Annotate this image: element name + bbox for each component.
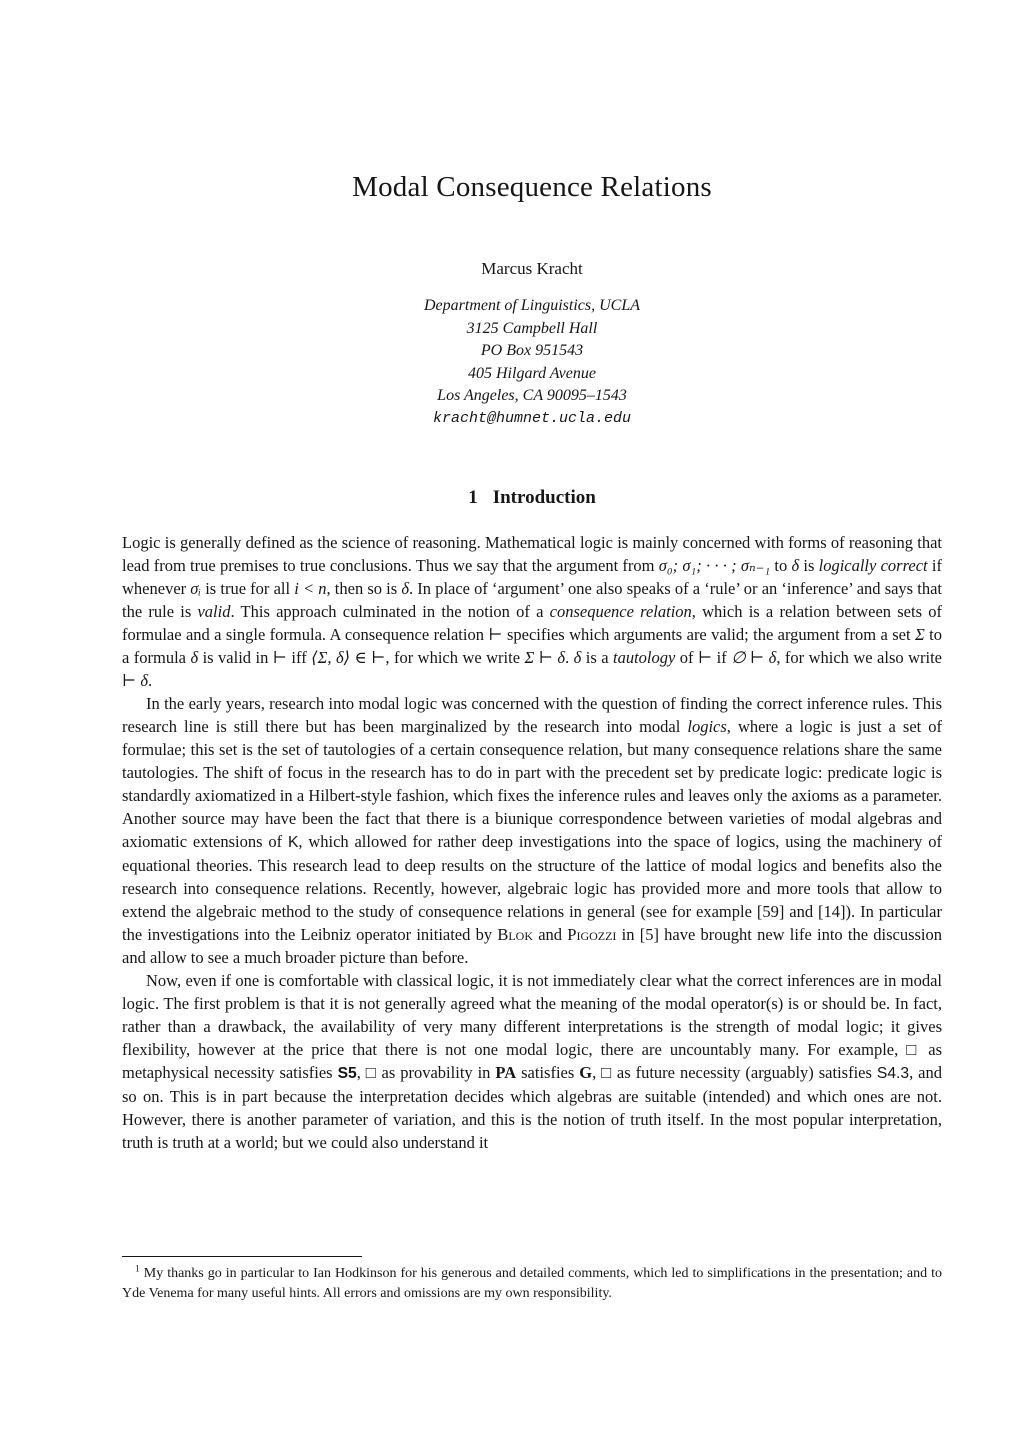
text-segment: specifies which arguments are valid; the argument from a set [502,625,915,644]
text-segment: 1 [135,1264,140,1275]
text-segment: Now, even if one is comfortable with classical logic, it is not immediately clear what the correct inferences are in modal logic. The first problem is that it is not generally agreed what the meaning of the modal operator(s) is or should be. In fact, rather than a drawback, the availability of very many different interpretations is the strength of modal logic; it gives flexibility, however at the price that there is not one modal logic, there are uncountably many. For example, [122,971,942,1059]
text-segment: , and so on. This is in part because the interpretation decides which algebras are suitable (intended) and which ones are not. However, there is another parameter of variation, and this is the notion of truth itself. In the most popular interpretation, truth is truth at a world; but we could also understand it [122,1063,942,1152]
text-segment: as provability in [376,1063,496,1082]
text-segment: K [287,834,299,851]
body-paragraph [122,531,942,692]
text-segment: □ [601,1063,612,1082]
section-title: Introduction [492,487,596,508]
text-segment: δ [573,648,582,667]
text-segment: , [356,1063,366,1082]
text-segment: if whenever [122,556,942,598]
footnote-block [122,1256,942,1303]
body-text [122,531,942,1154]
affiliation-line: 3125 Campbell Hall [466,319,598,337]
text-segment: ⊢ [698,648,713,667]
text-segment: Blok [497,925,533,944]
text-segment: . [147,671,153,690]
text-segment: satisfies [516,1063,580,1082]
author-name: Marcus Kracht [481,259,583,278]
text-segment: , which is a relation between sets of formulae and a single formula. A consequence relation [122,602,942,644]
text-segment: to a formula [122,625,943,667]
text-segment: Σ ⊢ δ [524,648,566,667]
text-segment: logics [687,717,727,736]
text-segment: , for which we also write [776,648,942,667]
text-segment: ∅ ⊢ δ [731,648,777,667]
text-segment: S5 [337,1065,357,1082]
text-segment: δ [190,648,199,667]
text-segment: as future necessity (arguably) satisfies [611,1063,877,1082]
text-segment: is a [581,648,614,667]
text-segment: and [533,925,568,944]
text-segment: . This approach culminated in the notion of a [230,602,550,621]
text-segment: , which allowed for rather deep investigations into the space of logics, using the machinery of equational theories. This research lead to deep results on the structure of the lattice of modal logics and benefits also the research into consequence relations. Recently, however, algebraic logic has provided more and more tools that allow to extend the algebraic method to the study of consequence relations in general (see for example [59] and [14]). In particular the investigations into the Leibniz operator initiated by [122,832,942,944]
body-paragraph [122,969,942,1154]
affiliation-line: PO Box 951543 [480,342,584,359]
text-segment: to [770,556,792,575]
text-segment: S4.3 [876,1065,910,1082]
text-segment: In the early years, research into modal logic was concerned with the question of finding the correct inference rules. This research line is still there but has been marginalized by the research into modal [122,694,942,736]
text-segment: δ [791,556,800,575]
text-segment: , where a logic is just a set of formulae; this set is the set of tautologies of a certain consequence relation, but many consequence relations share the same tautologies. The shift of focus in the research has to do in part with the precedent set by predicate logic: predicate logic is standardly axiomatized in a Hilbert-style fashion, which fixes the inference rules and leaves only the axioms as a parameter. Another source may have been the fact that there is a biunique correspondence between varieties of modal algebras and axiomatic extensions of [122,717,942,851]
text-segment: ⟨Σ, δ⟩ ∈ ⊢ [311,648,386,667]
section-number: 1 [468,487,478,508]
text-segment: Pigozzi [567,925,617,944]
text-segment: as metaphysical necessity satisfies [122,1040,943,1082]
text-segment: σᵢ [190,579,202,598]
text-segment: of [675,648,698,667]
text-segment: is true for all [201,579,295,598]
text-segment: PA [495,1063,517,1082]
text-segment: tautology [613,648,676,667]
section-heading [122,486,942,510]
text-segment: G [579,1063,593,1082]
text-segment: . [565,648,574,667]
text-segment: logically correct [818,556,928,575]
text-segment: is [799,556,819,575]
text-segment: valid [197,602,231,621]
text-segment: □ [906,1040,921,1059]
affiliation-line: Los Angeles, CA 90095–1543 [437,387,627,404]
text-segment: is valid in [198,648,273,667]
affiliation-line: 405 Hilgard Avenue [468,364,596,382]
page-content [122,0,943,1301]
paper-title: Modal Consequence Relations [352,171,712,203]
text-segment: if [712,648,732,667]
text-segment: , for which we write [385,648,525,667]
text-segment: ⊢ [488,625,503,644]
text-segment: . In place of ‘argument’ one also speaks of a ‘rule’ or an ‘inference’ and says that the rule is [122,579,943,621]
text-segment: Σ [914,625,925,644]
text-segment: , then so is [326,579,402,598]
text-segment: ⊢ [272,648,287,667]
text-segment: in [5] have brought new life into the discussion and allow to see a much broader picture than before. [122,925,943,967]
text-segment: ⊢ δ [122,671,148,690]
footnote-text [122,1264,942,1303]
text-segment: δ [401,579,410,598]
body-paragraph [122,692,942,969]
text-segment: iff [286,648,312,667]
text-segment: i < n [294,579,327,598]
text-segment: Logic is generally defined as the science of reasoning. Mathematical logic is mainly concerned with forms of reasoning that lead from true premises to true conclusions. Thus we say that the argument from [122,533,942,575]
footnote-rule [122,1256,362,1257]
affiliation-block [122,295,942,430]
text-segment: consequence relation [549,602,692,621]
text-segment: σ₀; σ₁; · · · ; σₙ₋₁ [658,556,771,575]
affiliation-line: Department of Linguistics, UCLA [423,297,640,314]
text-segment: , [592,1063,602,1082]
text-segment: My thanks go in particular to Ian Hodkinson for his generous and detailed comments, which led to simplifications in the presentation; and to Yde Venema for many useful hints. All errors and omissions are my own responsibility. [122,1266,942,1301]
email-address: kracht@humnet.ucla.edu [432,409,632,427]
text-segment: □ [365,1063,377,1082]
